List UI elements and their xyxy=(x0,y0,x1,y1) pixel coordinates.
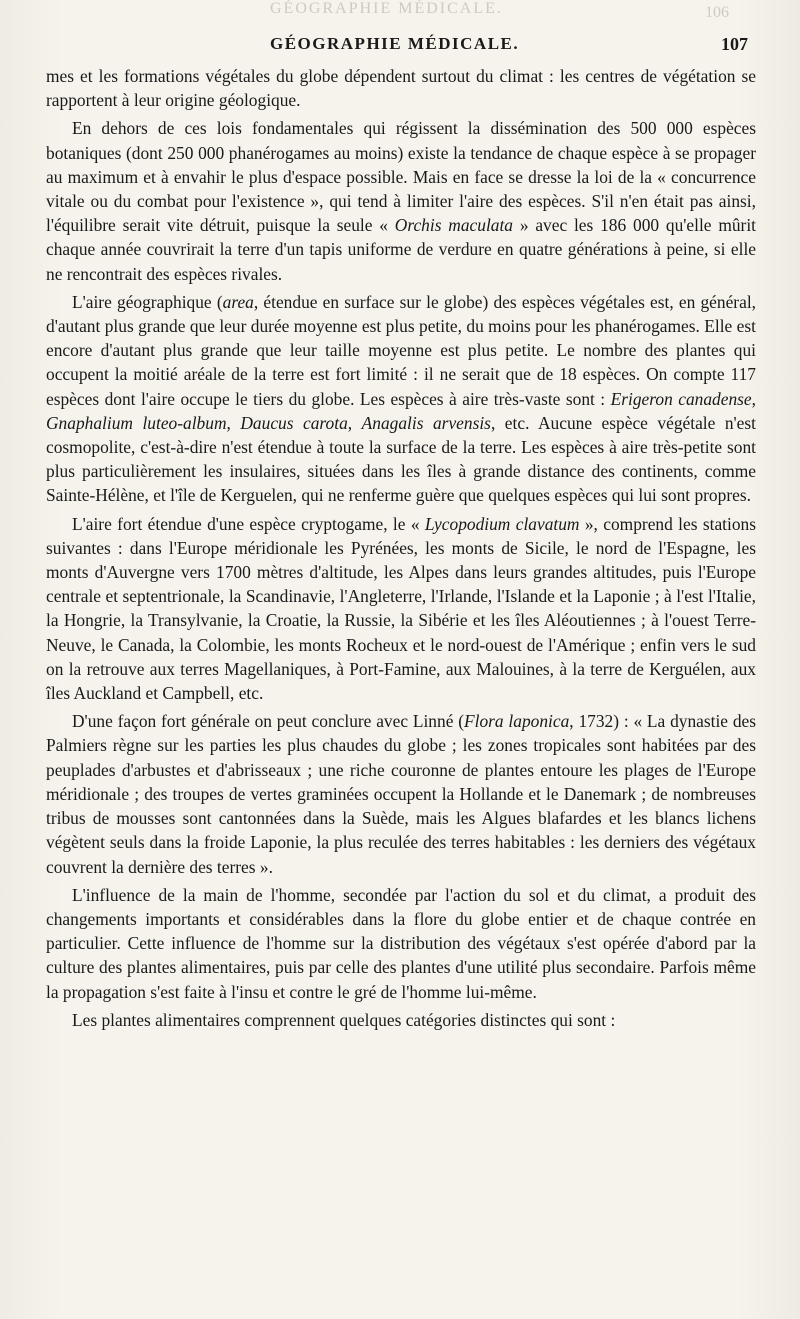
text-run: , etc. Aucune espèce végétale n'est cosmopolite, c'est-à-dire n'est étendue à toute la surface de la terre. Les espèces à aire très-petite sont plus particulièrement les insulaires, situées dans les îles à grande distance des continents, comme Sainte-Hélène, et l'île de Kerguelen, qui ne renferme guère que quelques espèces qui lui sont propres. xyxy=(46,412,756,506)
italic-term: area xyxy=(222,291,254,312)
paragraph xyxy=(46,512,756,706)
text-run: , xyxy=(226,412,241,433)
paragraph xyxy=(46,883,756,1004)
text-run: Les plantes alimentaires comprennent quelques catégories distinctes qui sont : xyxy=(72,1009,616,1030)
text-run: », comprend les stations suivantes : dans l'Europe méridionale les Pyrénées, les monts de Sicile, le nord de l'Espagne, les monts d'Auvergne vers 1700 mètres d'altitude, les Alpes dans leurs grandes altitudes, puis l'Europe centrale et septentrionale, la Scandinavie, l'Angleterre, l'Irlande, l'Islande et la Laponie ; à l'est l'Italie, la Hongrie, la Transylvanie, la Croatie, la Russie, la Sibérie et les îles Aléoutiennes ; à l'ouest Terre-Neuve, le Canada, la Colombie, les monts Rocheux et le nord-ouest de l'Amérique ; enfin vers le sud on la retrouve aux terres Magellaniques, à Port-Famine, aux Malouines, à la terre de Kerguélen, aux îles Auckland et Campbell, etc. xyxy=(46,513,756,704)
text-run: D'une façon fort générale on peut conclure avec Linné ( xyxy=(72,711,465,732)
text-run: L'influence de la main de l'homme, secondée par l'action du sol et du climat, a produit des changements importants et considérables dans la flore du globe entier et de chaque contrée en particulier. Cette influence de l'homme sur la distribution des végétaux s'est opérée d'abord par la culture des plantes alimentaires, puis par celle des plantes d'une utilité plus secondaire. Parfois même la propagation s'est faite à l'insu et contre le gré de l'homme lui-même. xyxy=(46,884,756,1002)
page-number: 107 xyxy=(721,34,748,54)
italic-term: Gnaphalium luteo-album xyxy=(46,412,227,433)
text-run: mes et les formations végétales du globe dépendent surtout du climat : les centres de végétation se rapportent à leur origine géologique. xyxy=(46,66,756,111)
italic-term: Erigeron canadense xyxy=(610,388,752,409)
text-run: L'aire géographique ( xyxy=(72,291,223,312)
text-run: , 1732) : « La dynastie des Palmiers règne sur les parties les plus chaudes du globe ; les zones tropicales sont habitées par des peuplades d'arbustes et d'abrisseaux ; une riche couronne de plantes entoure les plages de l'Europe méridionale ; des troupes de vertes graminées occupent la Hollande et le Danemark ; de nombreuses tribus de mousses sont cantonnées dans la Suède, mais les Algues blafardes et les blancs lichens végètent seuls dans la froide Laponie, la plus reculée des terres habitables : les derniers des végétaux couvrent la dernière des terres ». xyxy=(46,711,757,877)
paragraph xyxy=(46,116,756,285)
text-run: En dehors de ces lois fondamentales qui régissent la dissémination des 500 000 espèces botaniques (dont 250 000 phanérogames au moins) existe la tendance de chaque espèce à se propager au maximum et à envahir le plus d'espace possible. Mais en face se dresse la loi de la « concurrence vitale ou du combat pour l'existence », qui tend à limiter l'aire des espèces. S'il n'en était pas ainsi, l'équilibre serait vite détruit, puisque la seule « xyxy=(46,118,756,236)
text-run: , étendue en surface sur le globe) des espèces végétales est, en général, d'autant plus grande que leur durée moyenne est plus petite, du moins pour les phanérogames. Elle est encore d'autant plus grande que leur taille moyenne est plus petite. Le nombre des plantes qui occupent la moitié aréale de la terre est fort limité : il ne serait que de 18 espèces. On compte 117 espèces dont l'aire occupe le tiers du globe. Les espèces à aire très-vaste sont : xyxy=(46,291,756,409)
page-header xyxy=(46,34,756,58)
italic-term: Daucus carota xyxy=(240,412,348,433)
text-run: , xyxy=(347,412,362,433)
italic-term: Flora laponica xyxy=(464,711,570,732)
paragraph xyxy=(46,64,756,112)
text-run: L'aire fort étendue d'une espèce cryptogame, le « xyxy=(72,513,425,534)
paragraph xyxy=(46,290,756,508)
show-through-page-number: 106 xyxy=(705,4,729,21)
italic-term: Anagalis arvensis xyxy=(361,412,491,433)
italic-term: Lycopodium clavatum xyxy=(424,513,580,534)
text-run: , xyxy=(751,388,756,409)
paragraph xyxy=(46,709,756,878)
body-text xyxy=(46,64,756,1032)
italic-term: Orchis maculata xyxy=(394,215,514,236)
paragraph xyxy=(46,1008,756,1032)
text-run: » avec les 186 000 qu'elle mûrit chaque année couvrirait la terre d'un tapis uniforme de verdure en quatre générations à peine, si elle ne rencontrait des espèces rivales. xyxy=(46,215,756,284)
show-through-text: GÉOGRAPHIE MÉDICALE. xyxy=(270,0,503,17)
running-title: GÉOGRAPHIE MÉDICALE. xyxy=(270,34,520,53)
